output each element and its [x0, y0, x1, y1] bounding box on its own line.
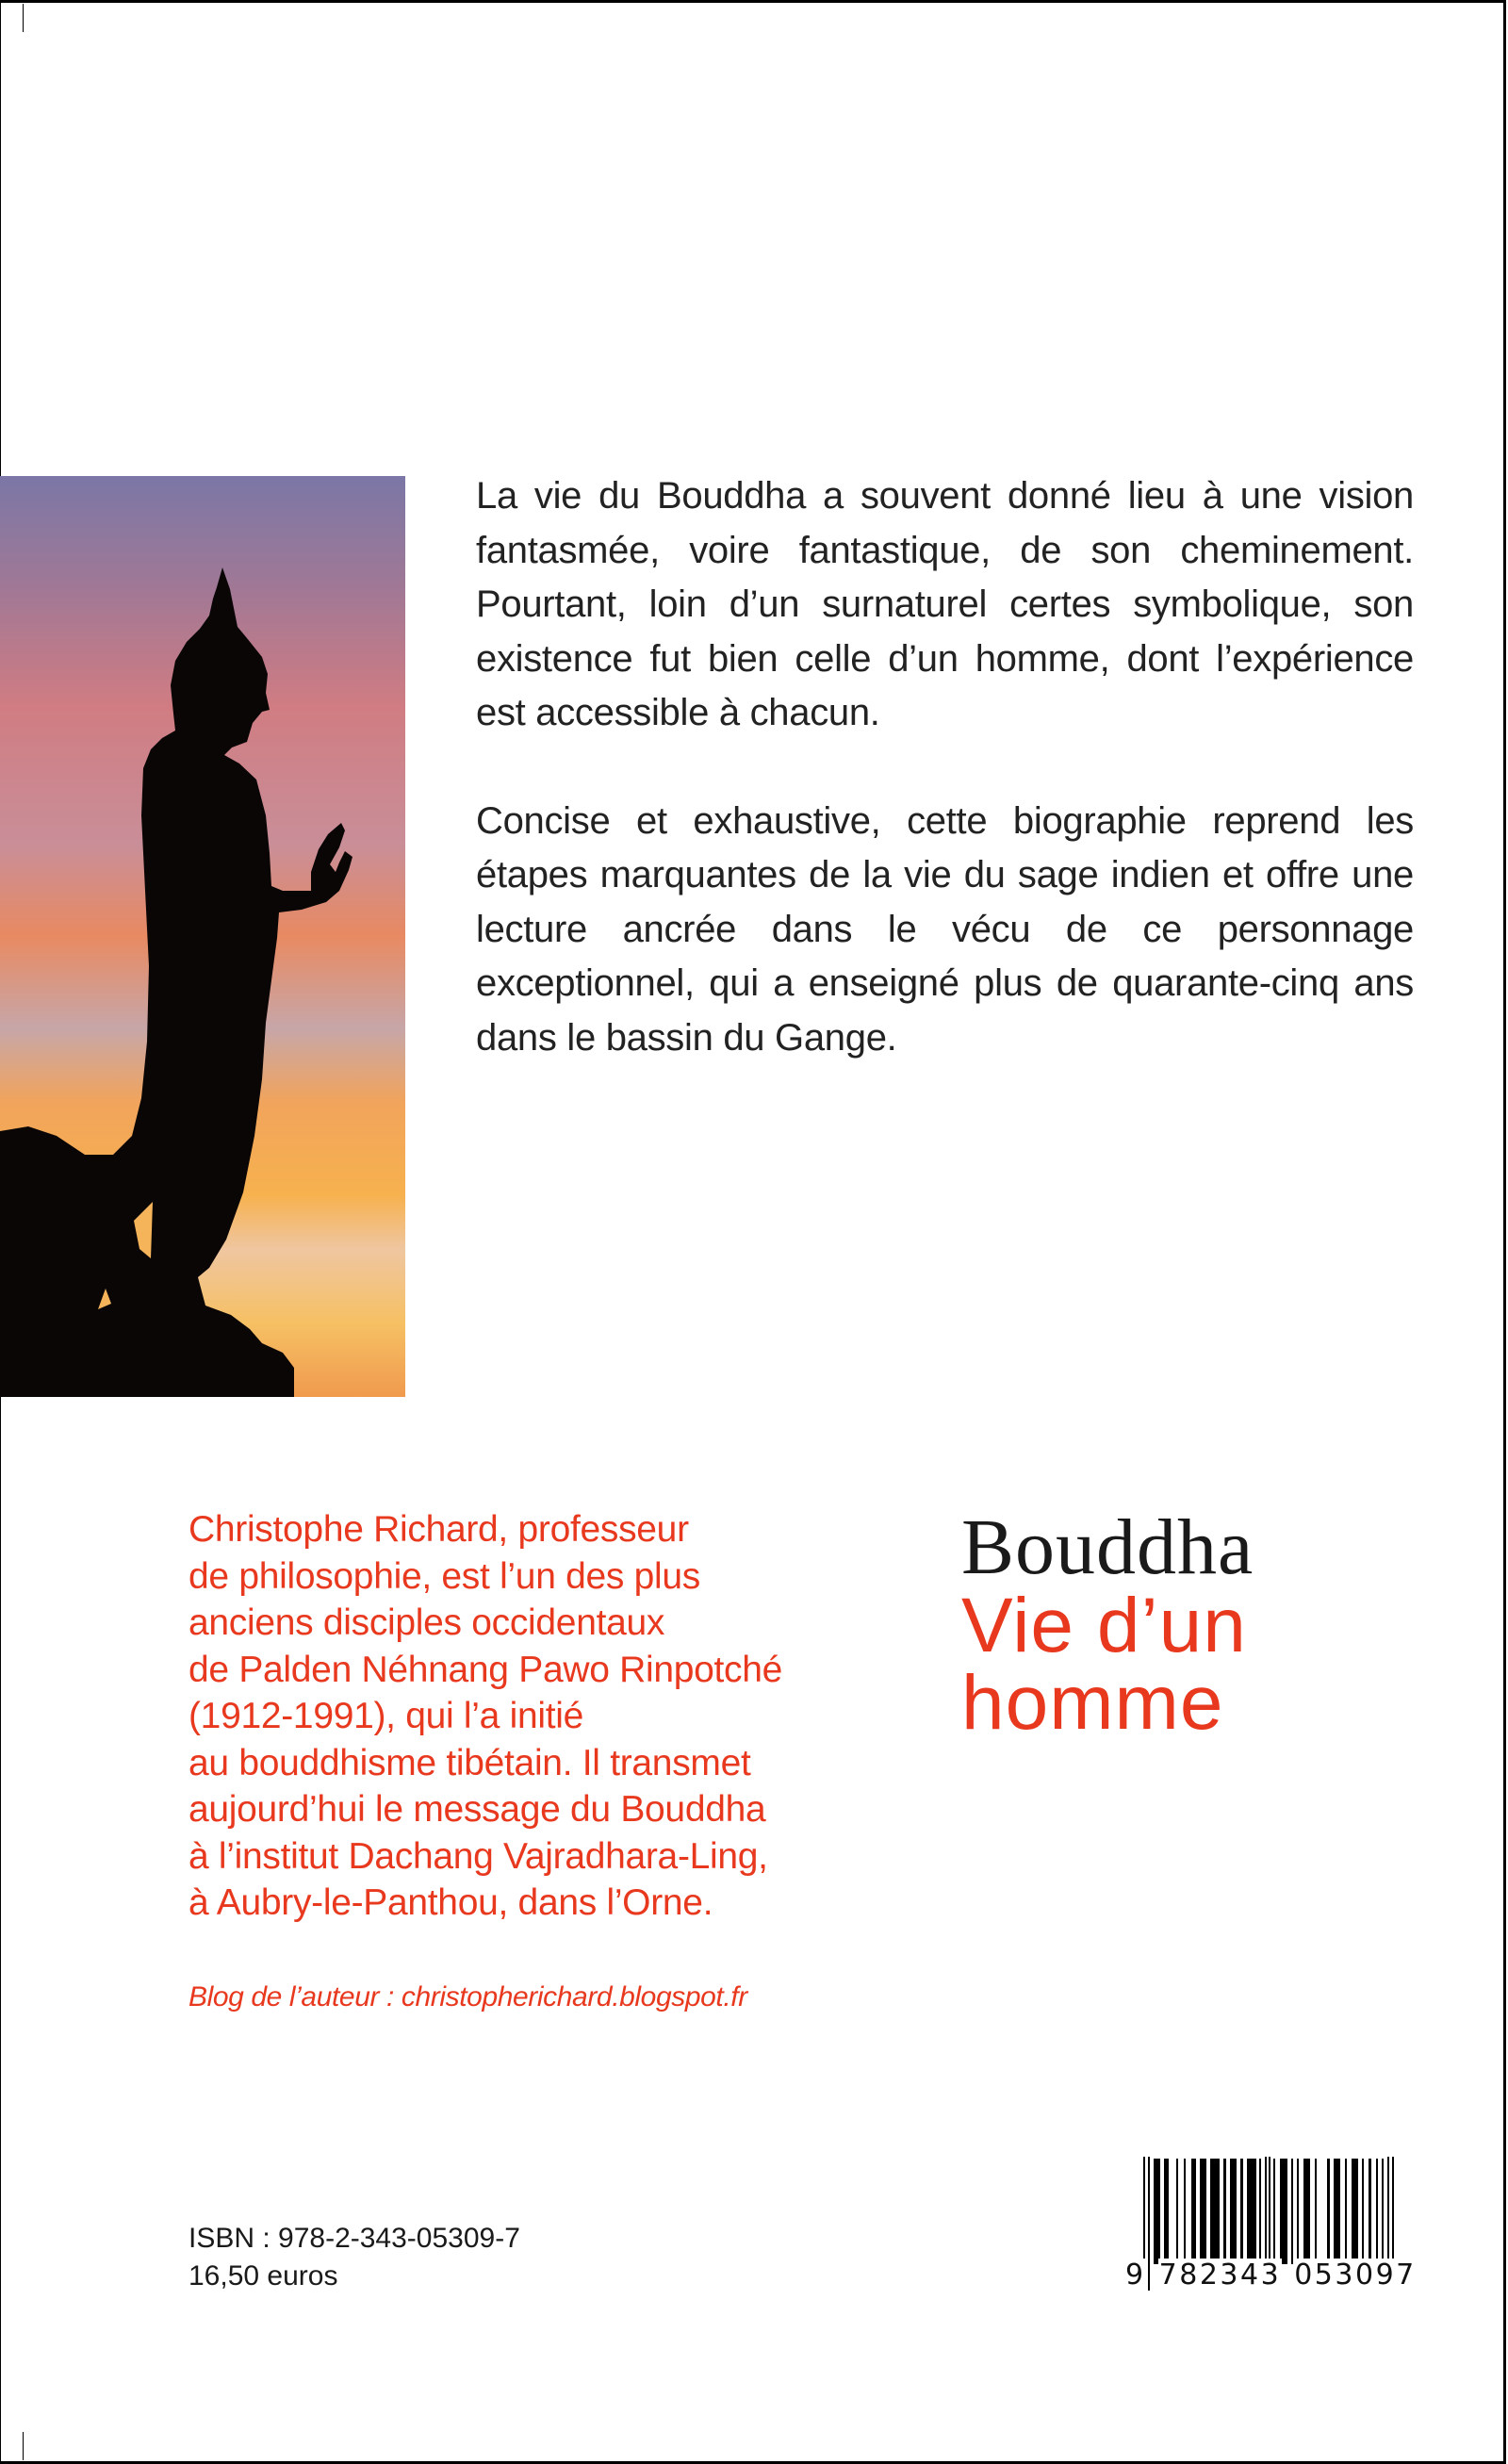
author-bio-line: (1912-1991), qui l’a initié [188, 1696, 583, 1736]
back-cover-blurb [476, 469, 1414, 1065]
author-bio [188, 1506, 867, 1927]
author-blog-link[interactable]: Blog de l’auteur : christopherichard.blogspot.fr [188, 1981, 747, 2012]
book-title [961, 1503, 1395, 1746]
crop-mark-bottom-left [23, 2432, 24, 2460]
subtitle-line-2: homme [961, 1660, 1224, 1746]
author-bio-line: à l’institut Dachang Vajradhara-Ling, [188, 1835, 768, 1877]
author-bio-line: à Aubry-le-Panthou, dans l’Orne. [188, 1882, 713, 1923]
crop-mark-top-left [23, 4, 24, 32]
price-label: 16,50 euros [188, 2260, 338, 2292]
author-bio-line: au bouddhisme tibétain. Il transmet [188, 1742, 751, 1783]
blurb-paragraph-1: La vie du Bouddha a souvent donné lieu à une vision fantasmée, voire fantastique, de son cheminement. Pourtant, loin d’un surnaturel certes symbolique, son existence fut bien celle d’un homme, dont l’expérience est accessible à chacun. [476, 475, 1414, 733]
author-bio-line: anciens disciples occidentaux [188, 1602, 665, 1643]
author-bio-line: Christophe Richard, professeur [188, 1509, 689, 1550]
barcode-right-group: 053097 [1294, 2259, 1417, 2292]
subtitle-line-1: Vie d’un [961, 1583, 1247, 1668]
blurb-paragraph-2: Concise et exhaustive, cette biographie reprend les étapes marquantes de la vie du sage indien et offre une lecture ancrée dans le vécu de ce personnage exceptionnel, qui a enseigné plus de quarante-cinq ans dans le bassin du Gange. [476, 799, 1414, 1059]
isbn-label: ISBN : 978-2-343-05309-7 [188, 2223, 520, 2254]
barcode-left-group: 782343 [1158, 2259, 1282, 2292]
buddha-silhouette-image [0, 476, 405, 1397]
title-main: Bouddha [961, 1503, 1254, 1591]
author-bio-line: aujourd’hui le message du Bouddha [188, 1789, 766, 1830]
author-bio-line: de philosophie, est l’un des plus [188, 1555, 700, 1597]
barcode-first-digit: 9 [1125, 2259, 1146, 2292]
cover-photo-buddha-silhouette [0, 476, 405, 1397]
isbn-price-block [188, 2220, 520, 2295]
barcode-digits [1124, 2259, 1418, 2292]
author-bio-line: de Palden Néhnang Pawo Rinpotché [188, 1649, 783, 1690]
